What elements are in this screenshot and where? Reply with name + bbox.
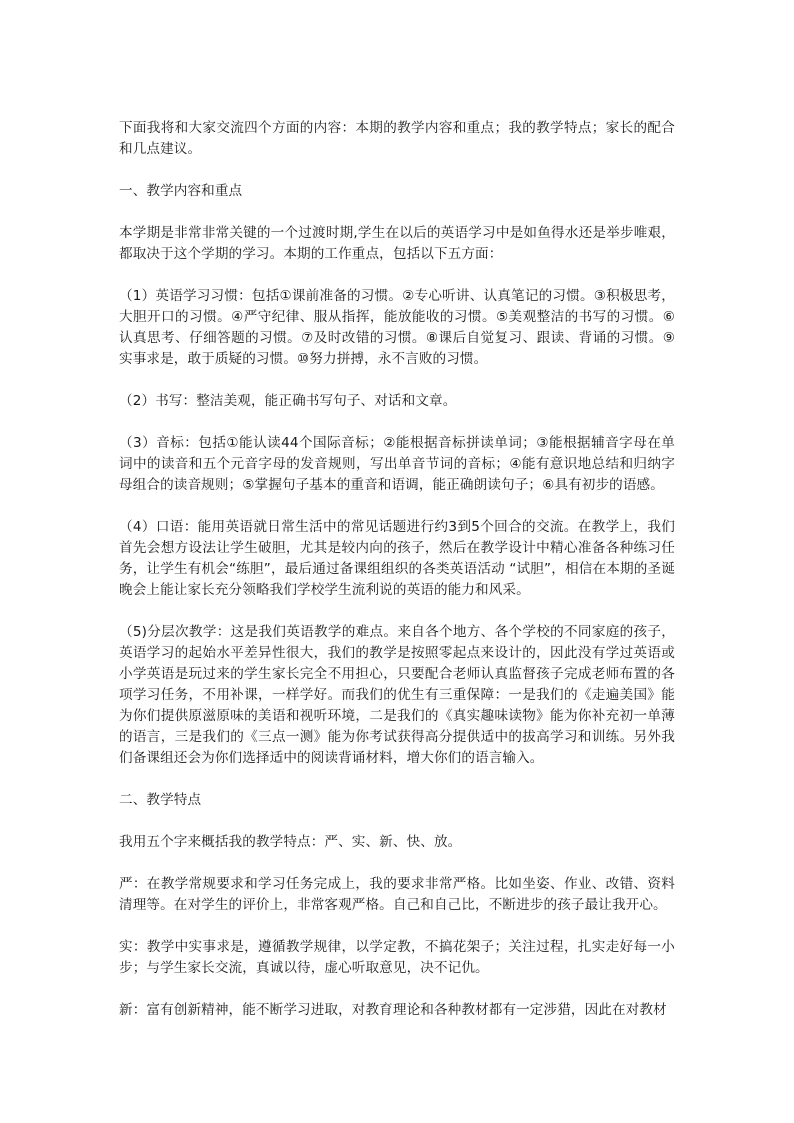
paragraph-learning-habits: （1）英语学习习惯：包括①课前准备的习惯。②专心听讲、认真笔记的习惯。③积极思考，大胆开口的习惯。④严守纪律、服从指挥，能放能收的习惯。⑤美观整洁的书写的习惯。⑥认真思考、仔细答题的习惯。⑦及时改错的习惯。⑧课后自觉复习、跟读、背诵的习惯。⑨实事求是，敢于质疑的习惯。⑩努力拼搏，永不言败的习惯。	[119, 288, 675, 367]
section-heading-teaching-content: 一、教学内容和重点	[119, 183, 243, 199]
section-heading-teaching-features: 二、教学特点	[119, 792, 202, 808]
paragraph-phonetics: （3）音标：包括①能认读44个国际音标；②能根据音标拼读单词；③能根据辅音字母在单词中的读音和五个元音字母的发音规则，写出单音节词的音标；④能有意识地总结和归纳字母组合的读音规则；⑤掌握句子基本的重音和语调，能正确朗读句子；⑥具有初步的语感。	[119, 435, 675, 493]
intro-paragraph: 下面我将和大家交流四个方面的内容：本期的教学内容和重点；我的教学特点；家长的配合和几点建议。	[119, 120, 675, 157]
paragraph-five-characters: 我用五个字来概括我的教学特点：严、实、新、快、放。	[119, 834, 462, 850]
paragraph-oral-english: （4）口语：能用英语就日常生活中的常见话题进行约3到5个回合的交流。在教学上，我们首先会想方设法让学生破胆，尤其是较内向的孩子，然后在教学设计中精心准备各种练习任务，让学生有机会“练胆”，最后通过备课组组织的各类英语活动 “试胆”，相信在本期的圣诞晚会上能让家长充分领略我们学校学生流利说的英语的能力和风采。	[119, 519, 675, 598]
paragraph-practical: 实：教学中实事求是，遵循教学规律，以学定教，不搞花架子；关注过程，扎实走好每一小步；与学生家长交流，真诚以待，虚心听取意见，决不记仇。	[119, 939, 675, 976]
document-body	[119, 118, 675, 1042]
paragraph-innovative: 新：富有创新精神，能不断学习进取，对教育理论和各种教材都有一定涉猎，因此在对教材	[119, 1002, 667, 1018]
paragraph-tiered-teaching: （5)分层次教学：这是我们英语教学的难点。来自各个地方、各个学校的不同家庭的孩子，英语学习的起始水平差异性很大，我们的教学是按照零起点来设计的，因此没有学过英语或小学英语是玩过来的学生家长完全不用担心，只要配合老师认真监督孩子完成老师布置的各项学习任务，不用补课，一样学好。而我们的优生有三重保障：一是我们的《走遍美国》能为你们提供原滋原味的美语和视听环境，二是我们的《真实趣味读物》能为你补充初一单薄的语言，三是我们的《三点一测》能为你考试获得高分提供适中的拔高学习和训练。另外我们备课组还会为你们选择适中的阅读背诵材料，增大你们的语言输入。	[119, 624, 675, 766]
paragraph-writing: （2）书写：整洁美观，能正确书写句子、对话和文章。	[119, 393, 457, 409]
paragraph-strict: 严：在教学常规要求和学习任务完成上，我的要求非常严格。比如坐姿、作业、改错、资料清理等。在对学生的评价上，非常客观严格。自己和自己比，不断进步的孩子最让我开心。	[119, 876, 675, 913]
paragraph-semester-overview: 本学期是非常非常关键的一个过渡时期,学生在以后的英语学习中是如鱼得水还是举步唯艰，都取决于这个学期的学习。本期的工作重点，包括以下五方面：	[119, 225, 675, 262]
